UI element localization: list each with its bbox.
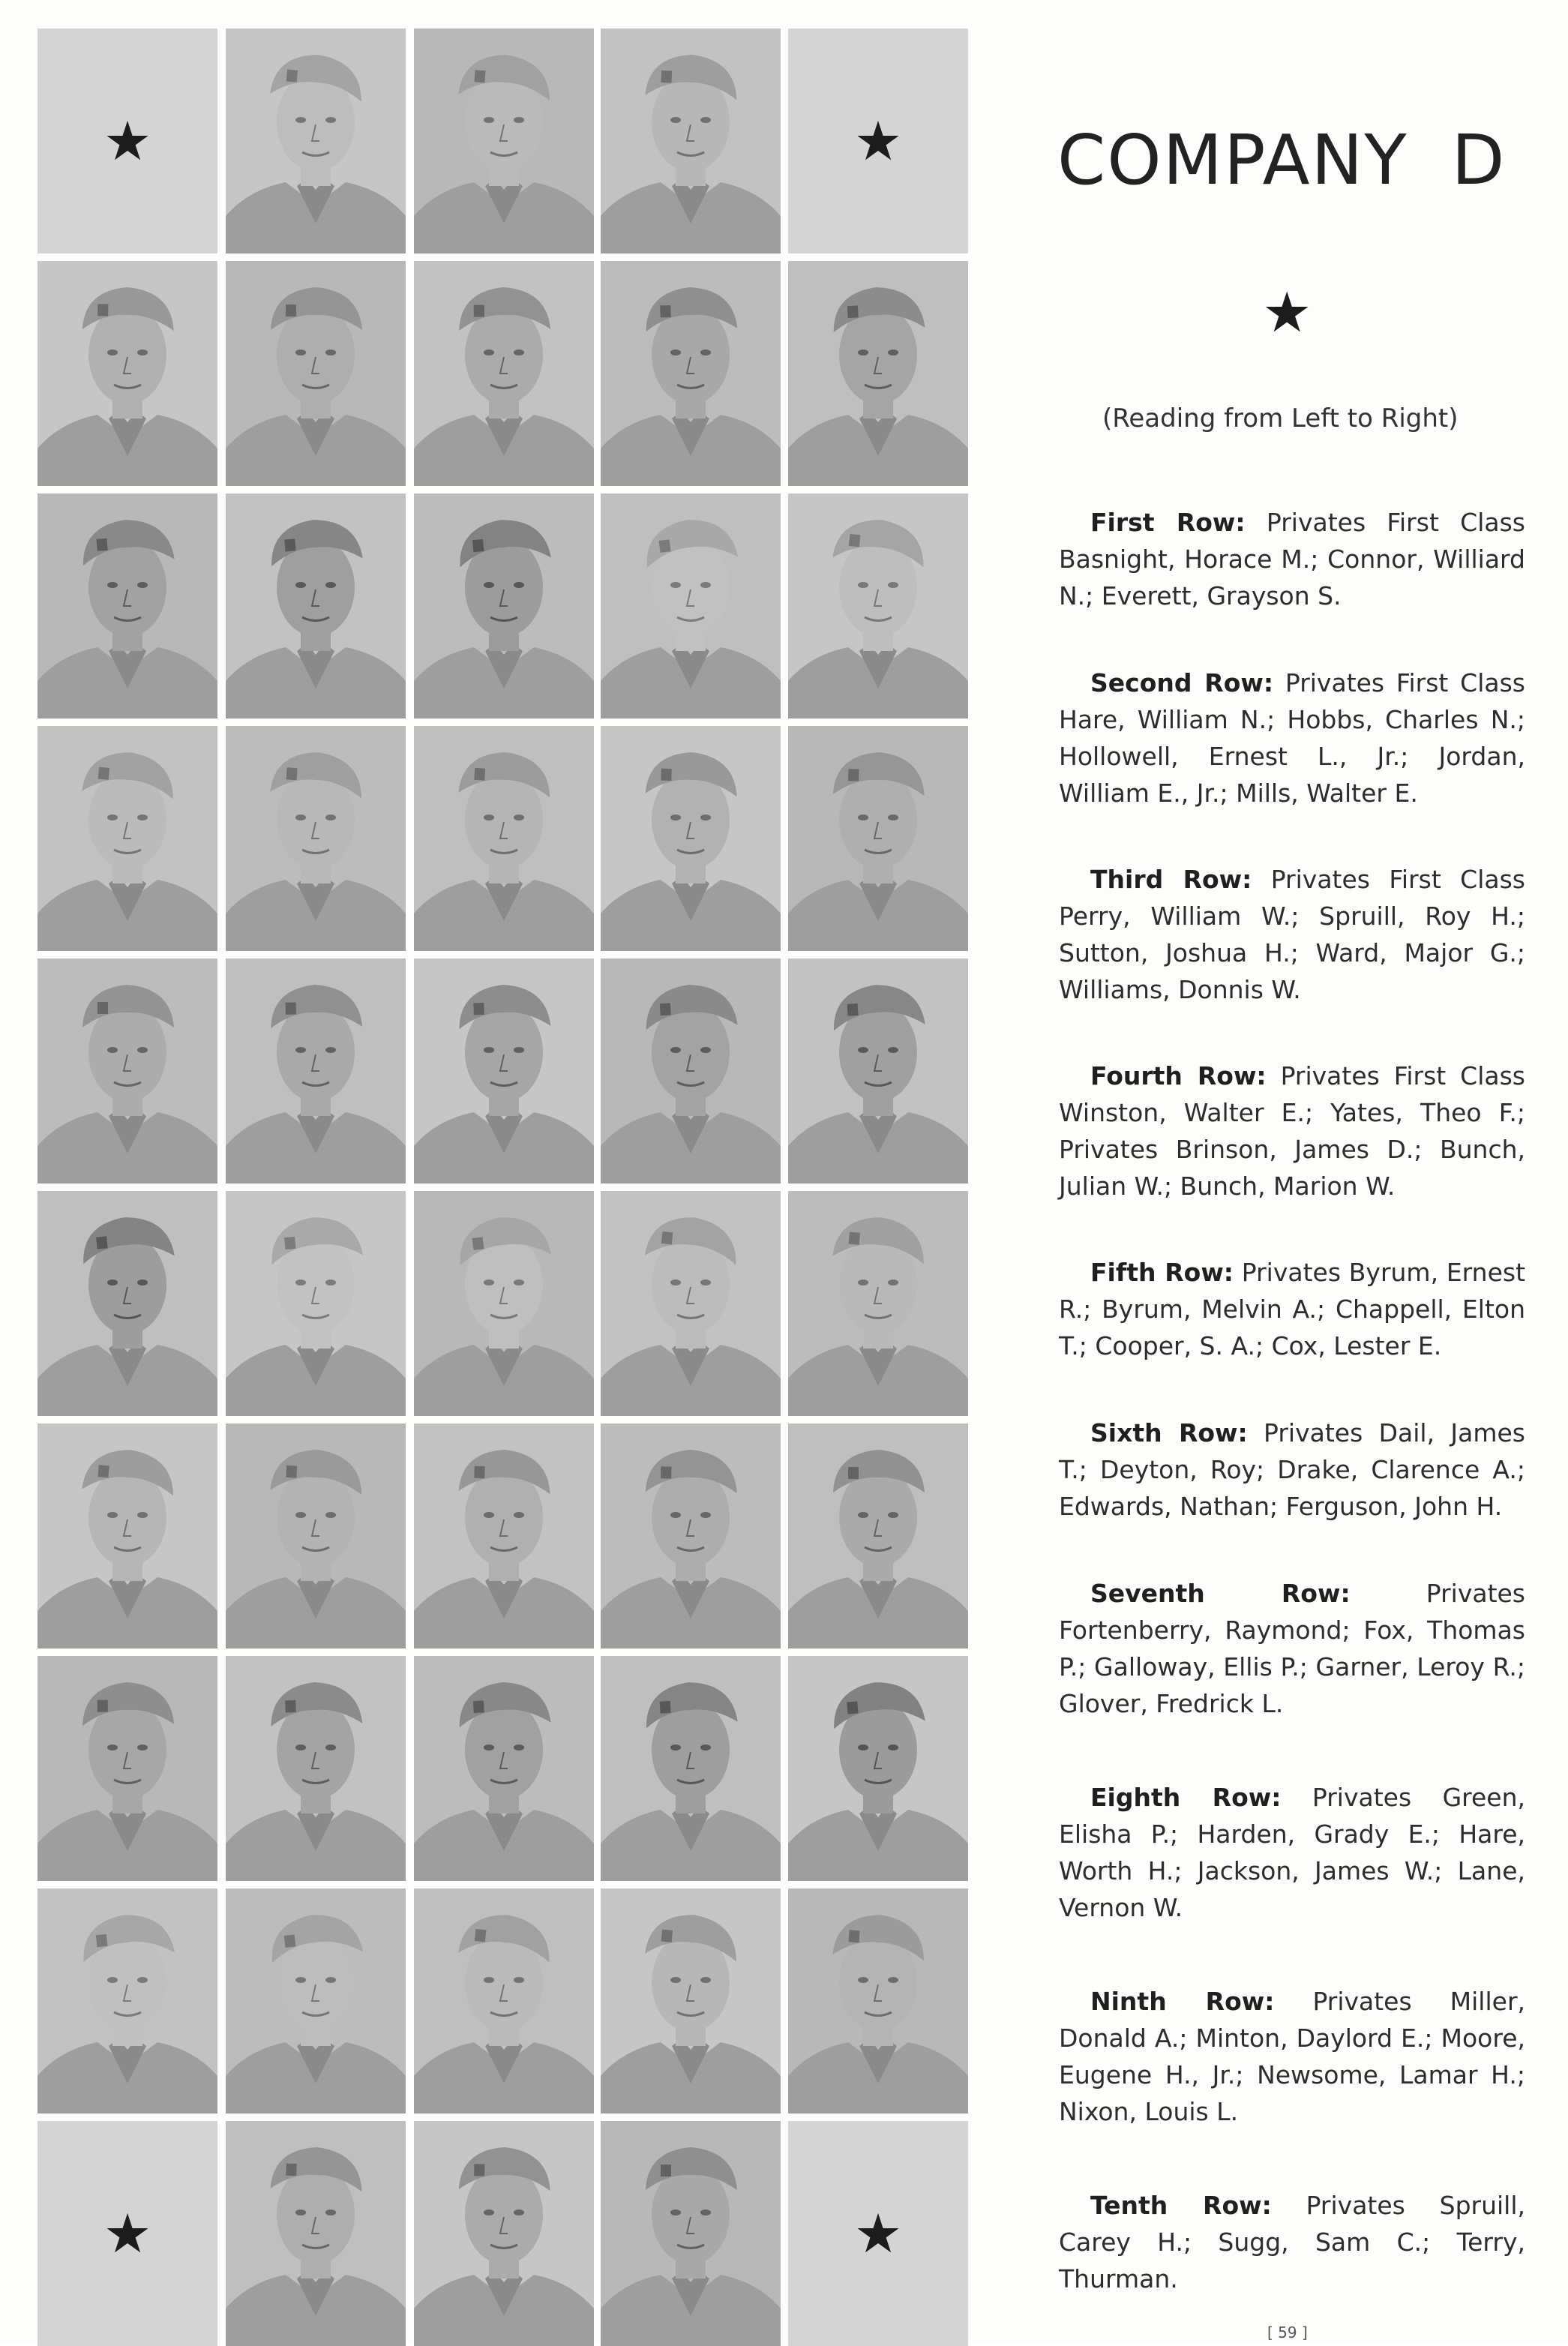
soldier-portrait-photo [414, 28, 594, 254]
soldier-portrait-photo [601, 261, 781, 486]
soldier-portrait-photo [601, 1656, 781, 1881]
star-icon: ★ [853, 110, 903, 172]
soldier-portrait-photo [601, 958, 781, 1184]
page-title [1057, 120, 1537, 200]
star-placeholder-cell [788, 28, 968, 254]
caption-label: First Row: [1090, 508, 1246, 537]
soldier-portrait-photo [414, 958, 594, 1184]
soldier-portrait-photo [226, 261, 406, 486]
soldier-portrait-photo [37, 1656, 217, 1881]
soldier-portrait-photo [226, 1424, 406, 1648]
caption-text: Privates Dail, James T.; Deyton, Roy; Drake, Clarence A.; Edwards, Nathan; Ferguson, John H. [1059, 1418, 1525, 1521]
star-placeholder-cell [37, 28, 217, 254]
caption-label: Fourth Row: [1090, 1061, 1267, 1090]
caption-label: Third Row: [1090, 865, 1252, 894]
caption-text: Privates Green, Elisha P.; Harden, Grady E.; Hare, Worth H.; Jackson, James W.; Lane, Vernon W. [1059, 1783, 1525, 1922]
soldier-portrait-photo [601, 1191, 781, 1416]
caption-eighth-row [1059, 1779, 1525, 1926]
title-word-company: COMPANY [1057, 120, 1408, 200]
soldier-portrait-photo [788, 958, 968, 1184]
reading-order-note: (Reading from Left to Right) [1102, 404, 1459, 434]
title-word-d: D [1451, 120, 1507, 200]
soldier-portrait-photo [226, 958, 406, 1184]
soldier-portrait-photo [226, 2121, 406, 2346]
caption-text: Privates Byrum, Ernest R.; Byrum, Melvin A.; Chappell, Elton T.; Cooper, S. A.; Cox, Lester E. [1059, 1258, 1526, 1360]
soldier-portrait-photo [37, 958, 217, 1184]
caption-text: Privates First Class Perry, William W.; Spruill, Roy H.; Sutton, Joshua H.; Ward, Major G.; Williams, Donnis W. [1059, 865, 1525, 1004]
caption-label: Fifth Row: [1090, 1258, 1234, 1287]
star-icon: ★ [103, 2202, 152, 2265]
caption-label: Ninth Row: [1090, 1987, 1275, 2016]
soldier-portrait-photo [788, 726, 968, 951]
caption-fourth-row [1059, 1058, 1525, 1204]
soldier-portrait-photo [37, 1424, 217, 1648]
soldier-portrait-photo [601, 1888, 781, 2114]
soldier-portrait-photo [414, 1888, 594, 2114]
soldier-portrait-photo [226, 28, 406, 254]
soldier-portrait-photo [788, 1656, 968, 1881]
soldier-portrait-photo [601, 494, 781, 718]
soldier-portrait-photo [226, 1888, 406, 2114]
caption-seventh-row [1059, 1575, 1525, 1722]
star-icon: ★ [103, 110, 152, 172]
caption-text: Privates Spruill, Carey H.; Sugg, Sam C.; Terry, Thurman. [1059, 2191, 1526, 2294]
portrait-grid [37, 28, 967, 2346]
caption-text: Privates Fortenberry, Raymond; Fox, Thomas P.; Galloway, Ellis P.; Garner, Leroy R.; Glover, Fredrick L. [1059, 1579, 1526, 1718]
caption-label: Sixth Row: [1090, 1418, 1248, 1448]
soldier-portrait-photo [414, 726, 594, 951]
soldier-portrait-photo [788, 261, 968, 486]
caption-third-row [1059, 861, 1525, 1008]
soldier-portrait-photo [226, 726, 406, 951]
soldier-portrait-photo [788, 1191, 968, 1416]
star-icon: ★ [1262, 280, 1312, 345]
caption-sixth-row [1059, 1414, 1525, 1525]
soldier-portrait-photo [414, 1424, 594, 1648]
caption-fifth-row [1059, 1254, 1525, 1364]
soldier-portrait-photo [37, 261, 217, 486]
soldier-portrait-photo [601, 1424, 781, 1648]
soldier-portrait-photo [226, 1656, 406, 1881]
soldier-portrait-photo [414, 261, 594, 486]
soldier-portrait-photo [226, 494, 406, 718]
caption-label: Tenth Row: [1090, 2191, 1272, 2220]
caption-tenth-row [1059, 2187, 1525, 2297]
caption-text: Privates First Class Hare, William N.; Hobbs, Charles N.; Hollowell, Ernest L., Jr.; Jordan, William E., Jr.; Mills, Walter E. [1059, 668, 1525, 808]
star-placeholder-cell [37, 2121, 217, 2346]
soldier-portrait-photo [414, 494, 594, 718]
page-number: [ 59 ] [1267, 2324, 1308, 2342]
soldier-portrait-photo [37, 494, 217, 718]
soldier-portrait-photo [414, 1656, 594, 1881]
caption-text: Privates Miller, Donald A.; Minton, Daylord E.; Moore, Eugene H., Jr.; Newsome, Lamar H.; Nixon, Louis L. [1059, 1987, 1526, 2126]
caption-text: Privates First Class Winston, Walter E.; Yates, Theo F.; Privates Brinson, James D.; Bunch, Julian W.; Bunch, Marion W. [1059, 1061, 1526, 1201]
star-icon: ★ [853, 2202, 903, 2265]
soldier-portrait-photo [601, 726, 781, 951]
caption-ninth-row [1059, 1983, 1525, 2130]
soldier-portrait-photo [226, 1191, 406, 1416]
soldier-portrait-photo [601, 2121, 781, 2346]
soldier-portrait-photo [37, 1888, 217, 2114]
caption-text: Privates First Class Basnight, Horace M.; Connor, Williard N.; Everett, Grayson S. [1059, 508, 1525, 610]
soldier-portrait-photo [788, 1424, 968, 1648]
soldier-portrait-photo [788, 494, 968, 718]
soldier-portrait-photo [414, 2121, 594, 2346]
soldier-portrait-photo [37, 1191, 217, 1416]
caption-label: Seventh Row: [1090, 1579, 1351, 1608]
caption-first-row [1059, 504, 1525, 614]
soldier-portrait-photo [601, 28, 781, 254]
soldier-portrait-photo [788, 1888, 968, 2114]
soldier-portrait-photo [414, 1191, 594, 1416]
caption-label: Eighth Row: [1090, 1783, 1282, 1812]
star-placeholder-cell [788, 2121, 968, 2346]
soldier-portrait-photo [37, 726, 217, 951]
caption-label: Second Row: [1090, 668, 1274, 698]
caption-second-row [1059, 664, 1525, 812]
